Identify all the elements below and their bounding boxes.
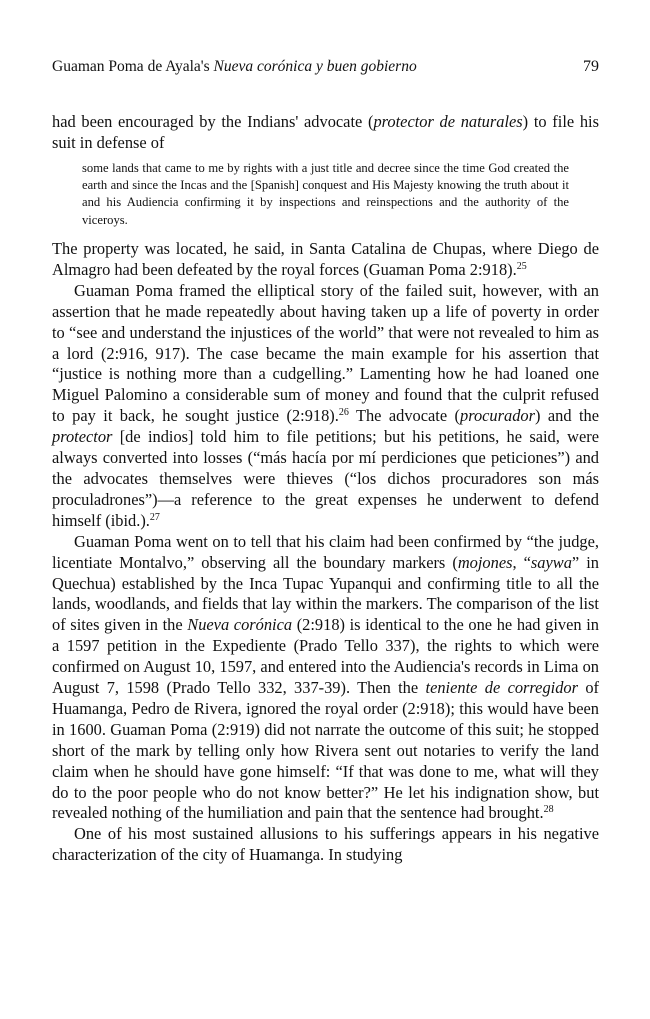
p2-text: The property was located, he said, in Santa Catalina de Chupas, where Diego de Almagro had been defeated by the royal forces (Guaman Poma 2:918). bbox=[52, 239, 599, 279]
footnote-ref-25: 25 bbox=[516, 260, 527, 272]
p3-text-2: The advocate ( bbox=[348, 406, 460, 426]
p4-italic-1: mojones bbox=[457, 552, 513, 572]
p4-italic-2: saywa bbox=[530, 552, 572, 572]
p4-italic-4: teniente de corregidor bbox=[425, 678, 578, 698]
p3-italic-2: protector bbox=[52, 427, 113, 447]
footnote-ref-28: 28 bbox=[543, 804, 554, 816]
p4-text-5: of Huamanga, Pedro de Rivera, ignored the royal order (2:918); this would have been in 1600. Guaman Poma (2:919) did not narrate the outcome of this suit; he stopped short of the mark by telling only how Rivera sent out notaries to verify the land claim when he should have gone himself: “If that was done to me, what will they do to the poor people who do not know better?” He let his indignation show, but revealed nothing of the humiliation and pain that the sentence had brought. bbox=[52, 678, 599, 823]
p3-text-1: Guaman Poma framed the elliptical story of the failed suit, however, with an assertion that he made repeatedly about having taken up a life of poverty in order to “see and understand the injustices of the world” that were not revealed to him as a lord (2:916, 917). The case became the main example for his assertion that “justice is nothing more than a cudgelling.” Lamenting how he had loaned one Miguel Palomino a considerable sum of money and found that the culprit refused to pay it back, he sought justice (2:918). bbox=[52, 280, 599, 426]
paragraph-2 bbox=[52, 239, 599, 281]
p4-text-2: , “ bbox=[512, 552, 531, 572]
p1-text-2: ) to file his suit in defense of bbox=[52, 112, 599, 152]
paragraph-1 bbox=[52, 112, 599, 154]
p4-text-1: Guaman Poma went on to tell that his claim had been confirmed by “the judge, licentiate Montalvo,” observing all the boundary markers ( bbox=[52, 531, 599, 572]
p4-text-3: ” in Quechua) established by the Inca Tupac Yupanqui and confirming title to all the lands, woodlands, and fields that lay within the markers. The comparison of the list of sites given in the bbox=[52, 552, 599, 635]
running-title-italic: Nueva corónica y buen gobierno bbox=[213, 58, 417, 75]
p5-text: One of his most sustained allusions to his sufferings appears in his negative characterization of the city of Huamanga. In studying bbox=[52, 824, 599, 865]
p3-text-4: [de indios] told him to file petitions; but his petitions, he said, were always converted into losses (“más hacía por mí perdiciones que peticiones”) and the advocates themselves were thieves (“los dichos procuradores son más proculadrones”)—a reference to the great expenses he underwent to defend himself (ibid.). bbox=[52, 427, 599, 530]
block-quote: some lands that came to me by rights with a just title and decree since the time God created the earth and since the Incas and the [Spanish] conquest and His Majesty knowing the truth about it and his Audiencia confirming it by inspections and reinspections and the authority of the viceroys. bbox=[82, 160, 569, 227]
p1-italic-1: protector de naturales bbox=[373, 112, 523, 131]
footnote-ref-27: 27 bbox=[149, 511, 160, 523]
p3-italic-1: procurador bbox=[460, 406, 535, 426]
p3-text-3: ) and the bbox=[534, 406, 599, 426]
page-number: 79 bbox=[583, 58, 599, 75]
footnote-ref-26: 26 bbox=[338, 407, 349, 419]
paragraph-3 bbox=[52, 281, 599, 532]
running-title bbox=[52, 57, 417, 77]
running-title-plain: Guaman Poma de Ayala's bbox=[52, 58, 214, 75]
paragraph-5 bbox=[52, 824, 599, 866]
body-text bbox=[52, 112, 599, 866]
paragraph-4 bbox=[52, 532, 599, 825]
p4-italic-3: Nueva corónica bbox=[187, 615, 293, 635]
p1-text-1: had been encouraged by the Indians' advocate ( bbox=[52, 112, 374, 131]
p4-text-4: (2:918) is identical to the one he had given in a 1597 petition in the Expediente (Prado Tello 337), the rights to which were confirmed on August 10, 1597, and entered into the Audiencia's records in Lima on August 7, 1598 (Prado Tello 332, 337-39). Then the bbox=[52, 615, 599, 698]
